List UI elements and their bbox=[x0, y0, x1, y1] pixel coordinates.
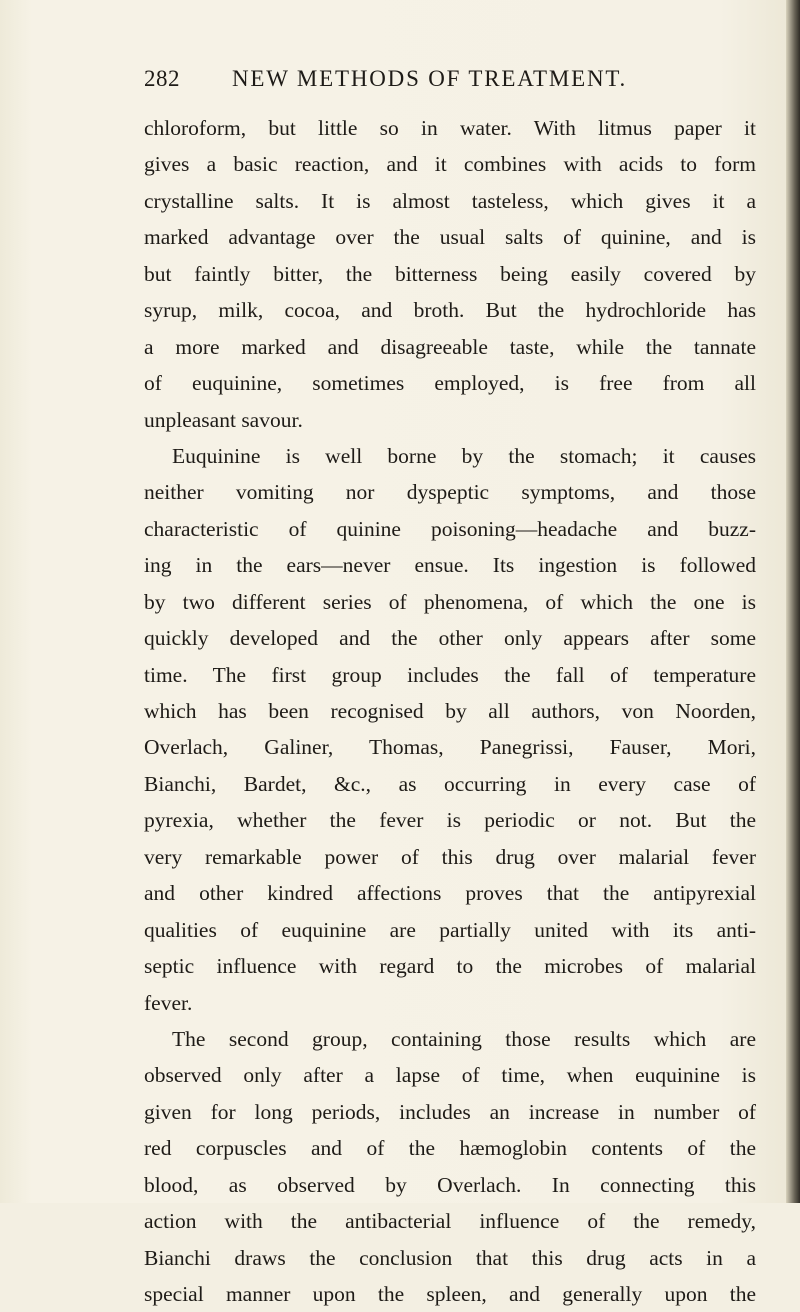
text-line: blood, as observed by Overlach. In connecting this bbox=[144, 1172, 756, 1197]
text-line: very remarkable power of this drug over malarial fever bbox=[144, 844, 756, 869]
text-line: crystalline salts. It is almost tasteless, which gives it a bbox=[144, 188, 756, 213]
text-line: characteristic of quinine poisoning—headache and buzz- bbox=[144, 516, 756, 541]
text-line: qualities of euquinine are partially united with its anti- bbox=[144, 917, 756, 942]
page-number: 282 bbox=[144, 66, 180, 91]
text-line: septic influence with regard to the microbes of malarial bbox=[144, 954, 756, 979]
text-line: of euquinine, sometimes employed, is free from all bbox=[144, 371, 756, 396]
text-line: but faintly bitter, the bitterness being easily covered by bbox=[144, 261, 756, 286]
text-line: quickly developed and the other only appears after some bbox=[144, 626, 756, 651]
text-line: time. The first group includes the fall of temperature bbox=[144, 662, 756, 687]
text-line: pyrexia, whether the fever is periodic or not. But the bbox=[144, 808, 756, 833]
text-line: and other kindred affections proves that the antipyrexial bbox=[144, 881, 756, 906]
text-line: syrup, milk, cocoa, and broth. But the hydrochloride has bbox=[144, 298, 756, 323]
text-line: red corpuscles and of the hæmoglobin contents of the bbox=[144, 1136, 756, 1161]
text-line: gives a basic reaction, and it combines with acids to form bbox=[144, 152, 756, 177]
paragraph-start-line: Euquinine is well borne by the stomach; it causes bbox=[172, 443, 756, 468]
text-line: which has been recognised by all authors, von Noorden, bbox=[144, 699, 756, 723]
body-text bbox=[144, 110, 756, 1312]
text-line: Overlach, Galiner, Thomas, Panegrissi, Fauser, Mori, bbox=[144, 735, 756, 760]
text-line: special manner upon the spleen, and generally upon the bbox=[144, 1282, 756, 1306]
text-line: action with the antibacterial influence of the remedy, bbox=[144, 1209, 756, 1234]
text-line: ing in the ears—never ensue. Its ingestion is followed bbox=[144, 553, 756, 578]
text-line: chloroform, but little so in water. With litmus paper it bbox=[144, 116, 756, 140]
book-binding-edge bbox=[786, 0, 800, 1203]
page-header bbox=[144, 60, 766, 96]
running-title: NEW METHODS OF TREATMENT. bbox=[232, 66, 628, 91]
paragraph-start-line: The second group, containing those results which are bbox=[172, 1026, 756, 1051]
text-line: given for long periods, includes an increase in number of bbox=[144, 1099, 756, 1124]
text-line: neither vomiting nor dyspeptic symptoms, and those bbox=[144, 480, 756, 505]
text-line: unpleasant savour. bbox=[144, 407, 303, 432]
text-line: fever. bbox=[144, 990, 193, 1015]
text-line: Bianchi draws the conclusion that this drug acts in a bbox=[144, 1245, 756, 1270]
text-line: by two different series of phenomena, of which the one is bbox=[144, 589, 756, 614]
text-line: marked advantage over the usual salts of quinine, and is bbox=[144, 225, 756, 250]
text-line: Bianchi, Bardet, &c., as occurring in every case of bbox=[144, 771, 756, 796]
text-line: a more marked and disagreeable taste, while the tannate bbox=[144, 334, 756, 359]
text-line: observed only after a lapse of time, when euquinine is bbox=[144, 1063, 756, 1088]
